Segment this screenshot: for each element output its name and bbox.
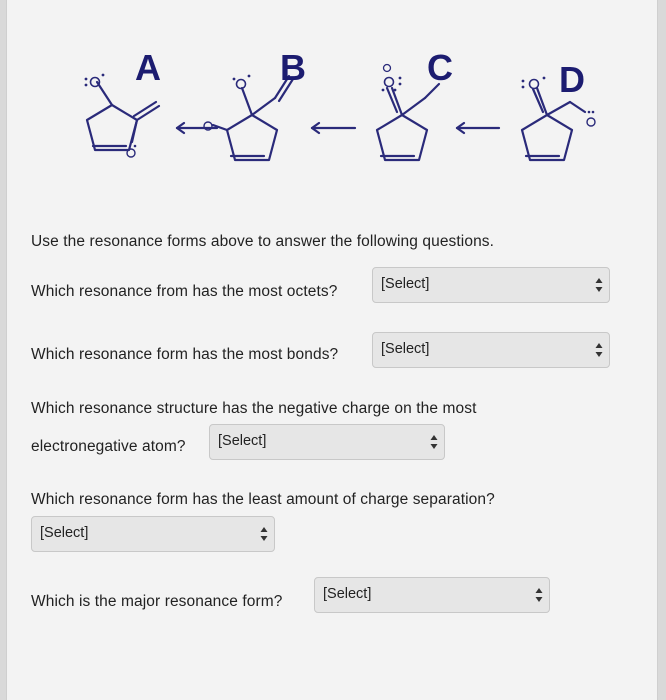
structure-a <box>87 82 159 150</box>
select-value: [Select] <box>218 433 267 449</box>
up-down-chevron-icon <box>595 342 603 358</box>
question-4-text: Which resonance form has the least amount of charge separation? <box>31 491 495 508</box>
question-4-select[interactable] <box>31 516 275 552</box>
up-down-chevron-icon <box>595 277 603 293</box>
question-1-text: Which resonance from has the most octets? <box>31 283 338 300</box>
question-3-select[interactable] <box>209 424 445 460</box>
question-5-select[interactable] <box>314 577 550 613</box>
label-b: B <box>280 47 306 88</box>
select-value: [Select] <box>323 586 372 602</box>
select-value: [Select] <box>40 525 89 541</box>
structure-b <box>213 76 293 160</box>
question-3-text-line-2: electronegative atom? <box>31 438 186 455</box>
structure-c <box>377 84 439 160</box>
question-2-select[interactable] <box>372 332 610 368</box>
question-1-select[interactable] <box>372 267 610 303</box>
question-5-text: Which is the major resonance form? <box>31 593 283 610</box>
question-2-text: Which resonance form has the most bonds? <box>31 346 339 363</box>
select-value: [Select] <box>381 341 430 357</box>
up-down-chevron-icon <box>535 587 543 603</box>
left-arrow-icon <box>312 123 355 133</box>
label-a: A <box>135 47 161 88</box>
up-down-chevron-icon <box>430 434 438 450</box>
label-d: D <box>559 59 585 100</box>
quiz-page <box>6 0 658 700</box>
resonance-diagram <box>7 0 657 220</box>
resonance-structures-svg <box>7 0 657 220</box>
label-c: C <box>427 47 453 88</box>
instruction-text: Use the resonance forms above to answer the following questions. <box>31 233 495 250</box>
left-arrow-icon <box>457 123 499 133</box>
select-value: [Select] <box>381 276 430 292</box>
up-down-chevron-icon <box>260 526 268 542</box>
question-3-text-line-1: Which resonance structure has the negative charge on the most <box>31 400 477 417</box>
